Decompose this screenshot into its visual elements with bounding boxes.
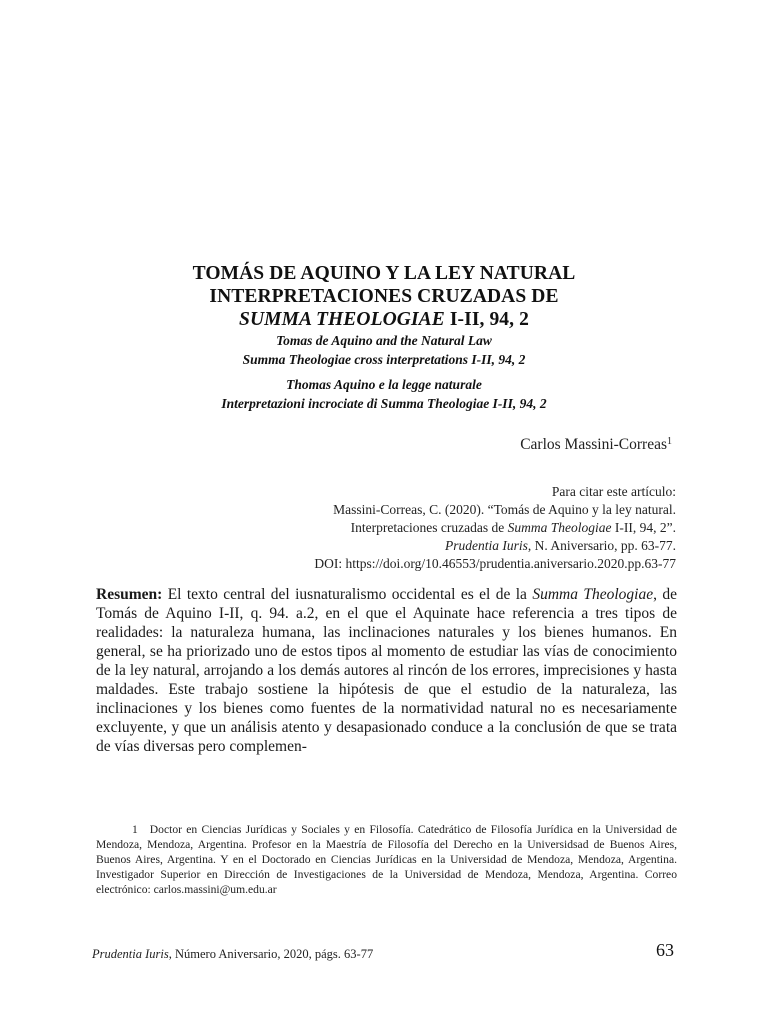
citation-block bbox=[156, 483, 676, 573]
doi-label: DOI: bbox=[314, 556, 343, 571]
title-rest-part: I-II, 94, 2 bbox=[444, 309, 529, 330]
author-name: Carlos Massini-Correas bbox=[520, 436, 667, 453]
abstract-text-1: El texto central del iusnaturalismo occidental es el de la bbox=[162, 586, 533, 603]
title-italic-part: SUMMA THEOLOGIAE bbox=[239, 309, 445, 330]
abstract-paragraph bbox=[96, 585, 677, 756]
footer-details: , Número Aniversario, 2020, págs. 63-77 bbox=[168, 947, 374, 961]
abstract-italic-1: Summa Theologiae bbox=[532, 586, 654, 603]
citation-line-3a: Interpretaciones cruzadas de bbox=[350, 520, 508, 535]
abstract-label: Resumen: bbox=[96, 586, 163, 603]
title-line-1: TOMÁS DE AQUINO Y LA LEY NATURAL bbox=[192, 263, 576, 284]
title-line-2: INTERPRETACIONES CRUZADAS DE bbox=[209, 286, 559, 307]
citation-line-1: Para citar este artículo: bbox=[551, 484, 676, 499]
italian-subtitle-2: Interpretazioni incrociate di Summa Theologiae I-II, 94, 2 bbox=[221, 396, 547, 411]
author-line bbox=[520, 436, 672, 454]
footnote-number: 1 bbox=[132, 823, 138, 836]
citation-line-3 bbox=[156, 519, 676, 537]
footnote-text: Doctor en Ciencias Jurídicas y Sociales y en Filosofía. Catedrático de Filosofía Jurídica en la Universidad de Mendoza, Mendoza, Argentina. Profesor en la Maestría de Filosofía del Derecho en la Universidsad de Buenos Aires, Buenos Aires, Argentina. Y en el Doctorado en Ciencias Jurídicas en la Universidad de Mendoza, Mendoza, Argentina. Investigador Superior en Dirección de Investigaciones de la Universidad de Mendoza, Mendoza, Argentina. Correo electrónico: carlos.massini@um.edu.ar bbox=[96, 823, 677, 896]
footer-journal: Prudentia Iuris bbox=[92, 947, 169, 961]
citation-line-3-italic: Summa Theologiae bbox=[507, 520, 612, 535]
english-subtitle-1: Tomas de Aquino and the Natural Law bbox=[276, 333, 492, 348]
citation-line-4 bbox=[156, 537, 676, 555]
footnote bbox=[96, 822, 677, 897]
citation-line-4-rest: , N. Aniversario, pp. 63-77. bbox=[527, 538, 676, 553]
citation-line-3b: I-II, 94, 2”. bbox=[611, 520, 676, 535]
citation-journal: Prudentia Iuris bbox=[445, 538, 528, 553]
citation-line-2: Massini-Correas, C. (2020). “Tomás de Aquino y la ley natural. bbox=[333, 502, 676, 517]
title-line-3 bbox=[96, 308, 672, 331]
english-subtitle-2: Summa Theologiae cross interpretations I-II, 94, 2 bbox=[242, 352, 526, 367]
italian-subtitle-1: Thomas Aquino e la legge naturale bbox=[286, 377, 482, 392]
running-footer bbox=[92, 947, 373, 962]
page-number: 63 bbox=[656, 940, 674, 960]
abstract-text-2: , de Tomás de Aquino I-II, q. 94. a.2, en el que el Aquinate hace referencia a tres tipos de realidades: la naturaleza humana, las inclinaciones naturales y los bienes humanos. En general, se ha priorizado uno de estos tipos al momento de estudiar las vías de conocimiento de la ley natural, arrojando a los demás autores al rincón de los errores, imprecisiones y hasta maldades. Este trabajo sostiene la hipótesis de que el estudio de la naturaleza, las inclinaciones y los bienes como fuentes de la normatividad natural no es necesariamente excluyente, y que un análisis atento y desapasionado conduce a la conclusión de que se trata de vías diversas pero complemen- bbox=[96, 586, 678, 755]
author-footnote-marker: 1 bbox=[667, 436, 672, 447]
citation-line-5 bbox=[156, 555, 676, 573]
doi-link[interactable]: https://doi.org/10.46553/prudentia.aniversario.2020.pp.63-77 bbox=[342, 556, 676, 571]
title-block bbox=[96, 262, 672, 413]
